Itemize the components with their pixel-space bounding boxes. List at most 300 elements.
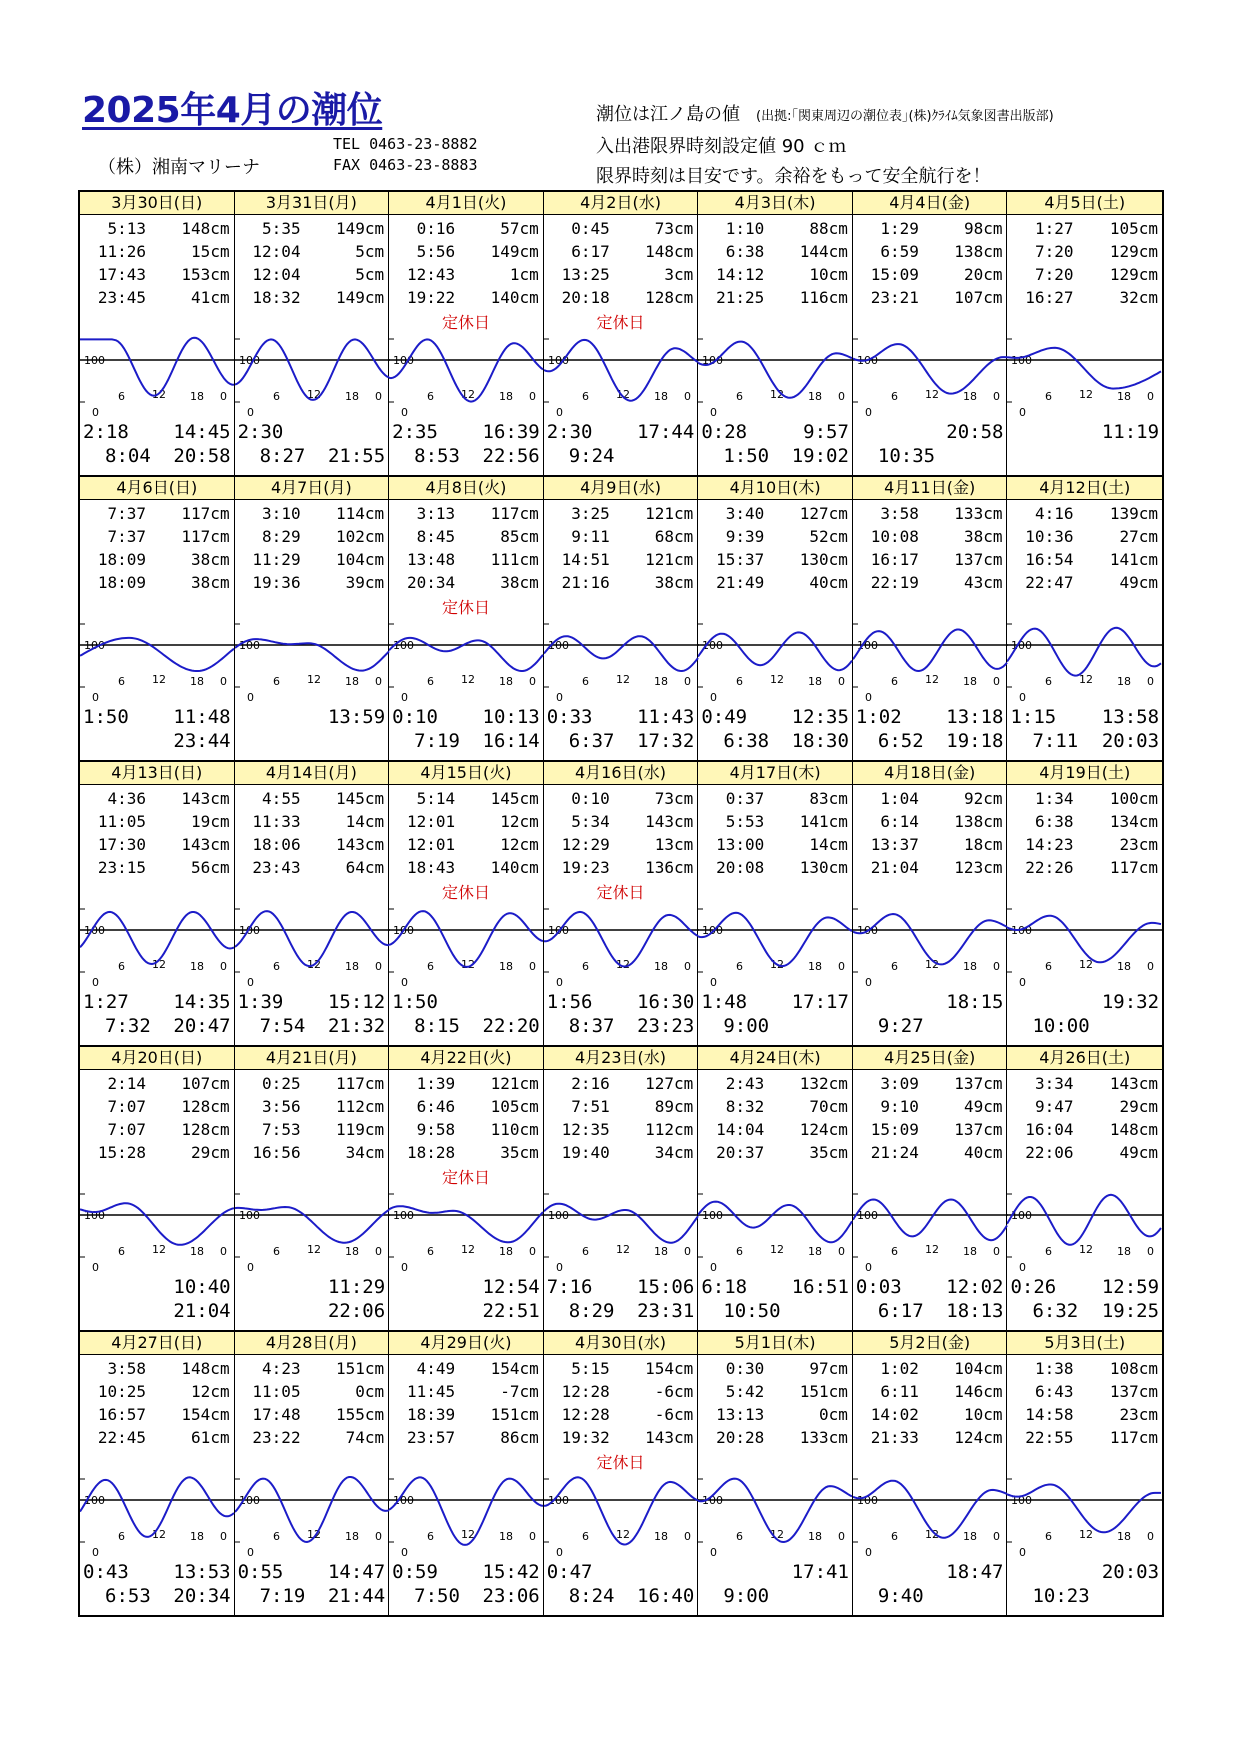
limit-time-row <box>856 705 1004 729</box>
axis-label-t6: 6 <box>736 960 744 973</box>
tide-entry <box>239 833 385 856</box>
tide-time: 5:34 <box>571 812 610 831</box>
limit-time-end: 21:55 <box>327 445 386 467</box>
limit-times <box>547 420 695 468</box>
tide-list <box>698 215 852 309</box>
axis-label-t18: 18 <box>1117 960 1132 973</box>
tide-curve-chart <box>80 307 235 417</box>
day-header: 4月5日(土) <box>1007 192 1162 215</box>
day-header: 4月11日(金) <box>853 477 1007 500</box>
tide-list <box>389 785 543 879</box>
limit-time-end: 20:58 <box>173 445 231 467</box>
axis-label-t18: 18 <box>344 1530 359 1543</box>
tide-entry <box>548 1380 694 1403</box>
tide-entry <box>239 1357 385 1380</box>
tide-time: 6:59 <box>880 242 919 261</box>
tide-time: 7:37 <box>107 504 146 523</box>
tide-time: 3:58 <box>107 1359 146 1378</box>
tide-entry <box>84 856 230 879</box>
limit-time-end: 14:45 <box>173 421 231 443</box>
tide-height: 139cm <box>1109 504 1159 523</box>
limit-time-start: 9:00 <box>723 1585 770 1607</box>
limit-times <box>392 420 540 468</box>
axis-label-t6: 6 <box>427 390 435 403</box>
tide-time: 5:42 <box>725 1382 765 1401</box>
limit-time-end: 16:14 <box>482 730 540 752</box>
axis-label-zero: 0 <box>864 1261 872 1272</box>
axis-label-t0: 0 <box>529 675 537 688</box>
tide-list <box>544 1070 698 1164</box>
limit-time-end: 20:03 <box>1101 1561 1160 1583</box>
limit-time-end: 16:40 <box>637 1585 695 1607</box>
tide-height: 29cm <box>1119 1097 1159 1116</box>
tide-curve-chart <box>698 307 853 417</box>
tide-height: 117cm <box>1109 1428 1159 1447</box>
tide-height: 145cm <box>490 789 539 808</box>
tide-time: 0:45 <box>571 219 610 238</box>
tide-list <box>853 500 1007 594</box>
limit-time-end: 13:58 <box>1101 706 1160 728</box>
tide-entry <box>702 856 848 879</box>
limit-times <box>238 1275 386 1323</box>
axis-label-zero: 0 <box>401 976 409 987</box>
tide-time: 7:51 <box>571 1097 610 1116</box>
axis-label-t18: 18 <box>1117 1245 1132 1258</box>
limit-time-row <box>83 1560 231 1584</box>
limit-time-row <box>392 444 540 468</box>
tide-entry <box>548 525 694 548</box>
tide-curve-chart <box>698 877 853 987</box>
tide-height: 107cm <box>181 1074 230 1093</box>
tide-time: 6:17 <box>571 242 610 261</box>
limit-time-end: 11:19 <box>1101 421 1160 443</box>
limit-time-row <box>392 1584 540 1608</box>
tide-entry <box>702 833 848 856</box>
tide-height: 129cm <box>1109 265 1159 284</box>
tide-curve <box>1007 348 1161 389</box>
tide-time: 12:28 <box>561 1405 610 1424</box>
axis-label-zero: 0 <box>92 1546 99 1557</box>
axis-label-t6: 6 <box>736 1530 744 1543</box>
limit-time-row <box>701 1275 849 1299</box>
tide-height: 40cm <box>963 1143 1003 1162</box>
tide-height: 14cm <box>809 835 848 854</box>
day-cell <box>389 477 544 760</box>
axis-label-t18: 18 <box>962 1245 977 1258</box>
tide-height: 61cm <box>191 1428 230 1447</box>
tide-entry <box>239 787 385 810</box>
tide-time: 6:43 <box>1034 1382 1074 1401</box>
tide-entry <box>239 571 385 594</box>
tide-entry <box>548 1426 694 1449</box>
axis-label-t0: 0 <box>838 675 846 688</box>
tide-time: 5:15 <box>571 1359 610 1378</box>
limit-time-row <box>856 1560 1004 1584</box>
tide-height: 64cm <box>345 858 385 877</box>
tide-entry <box>393 810 539 833</box>
axis-label-t12: 12 <box>152 388 166 401</box>
tide-entry <box>393 286 539 309</box>
tide-height: 137cm <box>954 1120 1003 1139</box>
axis-label-t0: 0 <box>992 960 1000 973</box>
week-row <box>78 1330 1164 1617</box>
tide-entry <box>857 1141 1003 1164</box>
tide-time: 2:16 <box>571 1074 610 1093</box>
tide-entry <box>84 571 230 594</box>
tide-entry <box>548 571 694 594</box>
tide-height: 112cm <box>645 1120 694 1139</box>
notes <box>596 100 1054 192</box>
week-row <box>78 190 1164 475</box>
axis-label-t6: 6 <box>1045 390 1053 403</box>
axis-label-t0: 0 <box>220 1245 227 1258</box>
tide-height: 23cm <box>1119 1405 1159 1424</box>
tide-list <box>80 500 234 594</box>
limit-time-row <box>1010 705 1159 729</box>
limit-time-start: 6:17 <box>877 1300 924 1322</box>
axis-label-zero: 0 <box>555 406 563 417</box>
limit-time-row <box>856 420 1004 444</box>
tide-entry <box>857 502 1003 525</box>
tide-entry <box>239 286 385 309</box>
tide-time: 13:37 <box>870 835 919 854</box>
tide-time: 12:35 <box>561 1120 610 1139</box>
axis-label-t12: 12 <box>306 673 321 686</box>
tide-time: 15:09 <box>870 1120 919 1139</box>
day-header: 5月1日(木) <box>698 1332 852 1355</box>
tide-time: 14:23 <box>1025 835 1074 854</box>
tide-height: 154cm <box>645 1359 694 1378</box>
closed-day-label: 定休日 <box>441 598 490 617</box>
tide-entry <box>393 856 539 879</box>
tide-entry <box>1011 1072 1158 1095</box>
axis-label-t12: 12 <box>306 1243 321 1256</box>
axis-label-t6: 6 <box>1045 675 1053 688</box>
limit-time-row <box>547 1275 695 1299</box>
day-cell <box>698 192 853 475</box>
tide-curve-chart <box>1007 1447 1162 1557</box>
limit-time-row <box>238 444 386 468</box>
tide-list <box>80 785 234 879</box>
axis-label-t0: 0 <box>1147 1530 1155 1543</box>
limit-times <box>238 990 386 1038</box>
limit-times <box>856 705 1004 753</box>
axis-label-t12: 12 <box>461 673 476 686</box>
axis-label-t12: 12 <box>1079 673 1094 686</box>
limit-time-row <box>701 990 849 1014</box>
week-row <box>78 1045 1164 1330</box>
tide-list <box>853 215 1007 309</box>
axis-label-t6: 6 <box>890 1530 898 1543</box>
day-header: 4月29日(火) <box>389 1332 543 1355</box>
tide-height: 123cm <box>954 858 1003 877</box>
axis-label-t18: 18 <box>344 390 359 403</box>
day-header: 4月19日(土) <box>1007 762 1162 785</box>
note-threshold: 入出港限界時刻設定値 90 ｃｍ <box>596 136 847 157</box>
axis-label-zero: 0 <box>1019 691 1027 702</box>
limit-time-end: 12:59 <box>1101 1276 1160 1298</box>
tide-time: 15:09 <box>870 265 919 284</box>
limit-times <box>1010 1275 1159 1323</box>
tide-time: 23:15 <box>97 858 146 877</box>
day-cell <box>1007 1332 1162 1615</box>
limit-time-start: 1:50 <box>83 706 129 728</box>
tide-entry <box>84 1072 230 1095</box>
tide-list <box>80 1070 234 1164</box>
tide-entry <box>548 548 694 571</box>
limit-times <box>701 990 849 1038</box>
day-cell <box>853 1332 1008 1615</box>
tide-entry <box>857 1380 1003 1403</box>
tide-list <box>389 1070 543 1164</box>
limit-time-row <box>1010 1584 1159 1608</box>
tide-entry <box>1011 833 1158 856</box>
axis-label-t18: 18 <box>190 390 204 403</box>
axis-label-t0: 0 <box>220 960 227 973</box>
limit-times <box>1010 420 1159 468</box>
axis-label-t12: 12 <box>152 1528 166 1541</box>
tide-time: 19:22 <box>406 288 456 307</box>
tide-entry <box>1011 856 1158 879</box>
axis-label-zero: 0 <box>864 1546 872 1557</box>
tide-height: 105cm <box>490 1097 539 1116</box>
limit-time-row <box>856 1584 1004 1608</box>
tide-entry <box>1011 286 1158 309</box>
axis-label-t0: 0 <box>683 1245 691 1258</box>
tide-curve-chart <box>389 1447 544 1557</box>
tide-height: 143cm <box>335 835 385 854</box>
tide-list <box>544 1355 698 1449</box>
tide-height: -7cm <box>500 1382 539 1401</box>
limit-time-row <box>83 1299 231 1323</box>
tide-entry <box>239 217 385 240</box>
tide-time: 5:13 <box>107 219 146 238</box>
tide-entry <box>548 217 694 240</box>
tide-height: 85cm <box>500 527 539 546</box>
tide-entry <box>857 571 1003 594</box>
tide-time: 7:07 <box>107 1120 146 1139</box>
tide-height: 143cm <box>181 835 230 854</box>
day-cell <box>235 762 390 1045</box>
day-cell <box>80 477 235 760</box>
limit-time-row <box>238 990 386 1014</box>
axis-label-t12: 12 <box>152 673 166 686</box>
axis-label-zero: 0 <box>246 976 254 987</box>
tide-height: 13cm <box>654 835 694 854</box>
day-header: 4月25日(金) <box>853 1047 1007 1070</box>
tide-height: 32cm <box>1119 288 1159 307</box>
tide-height: 143cm <box>1109 1074 1159 1093</box>
tide-time: 17:43 <box>97 265 146 284</box>
tide-height: 15cm <box>191 242 230 261</box>
day-cell <box>389 192 544 475</box>
tide-time: 22:06 <box>1025 1143 1074 1162</box>
axis-label-t0: 0 <box>374 1245 382 1258</box>
day-header: 4月1日(火) <box>389 192 543 215</box>
tide-time: 4:16 <box>1034 504 1074 523</box>
tide-entry <box>393 1118 539 1141</box>
tide-height: 20cm <box>963 265 1003 284</box>
tide-entry <box>239 1426 385 1449</box>
fax-number: FAX 0463-23-8883 <box>333 156 478 174</box>
limit-time-end: 17:32 <box>637 730 695 752</box>
tide-list <box>235 500 389 594</box>
axis-label-t6: 6 <box>427 1245 435 1258</box>
limit-time-start: 8:29 <box>568 1300 615 1322</box>
axis-label-level: 100 <box>702 639 724 652</box>
tide-time: 2:14 <box>107 1074 146 1093</box>
tide-entry <box>548 833 694 856</box>
axis-label-t0: 0 <box>992 1530 1000 1543</box>
day-header: 4月4日(金) <box>853 192 1007 215</box>
tide-time: 0:16 <box>416 219 456 238</box>
tide-entry <box>702 1141 848 1164</box>
axis-label-t6: 6 <box>272 675 280 688</box>
tide-height: 74cm <box>345 1428 385 1447</box>
axis-label-t0: 0 <box>838 1245 846 1258</box>
tide-entry <box>393 217 539 240</box>
tide-entry <box>548 810 694 833</box>
tide-entry <box>857 1118 1003 1141</box>
axis-label-t18: 18 <box>1117 675 1132 688</box>
tide-time: 19:36 <box>252 573 301 592</box>
tide-time: 13:00 <box>716 835 765 854</box>
limit-time-start: 1:48 <box>701 991 748 1013</box>
tide-height: 0cm <box>355 1382 385 1401</box>
tide-time: 4:49 <box>416 1359 456 1378</box>
axis-label-level: 100 <box>84 1494 105 1507</box>
limit-time-start: 0:28 <box>701 421 748 443</box>
limit-time-start: 6:37 <box>568 730 615 752</box>
tide-list <box>853 1070 1007 1164</box>
limit-time-start: 1:39 <box>237 991 284 1013</box>
tide-time: 11:33 <box>252 812 301 831</box>
axis-label-t0: 0 <box>992 1245 1000 1258</box>
limit-times <box>856 1275 1004 1323</box>
limit-time-row <box>238 1299 386 1323</box>
tide-entry <box>702 1118 848 1141</box>
tide-height: 116cm <box>799 288 848 307</box>
axis-label-t12: 12 <box>615 958 630 971</box>
tide-curve <box>1007 1485 1161 1533</box>
axis-label-t6: 6 <box>118 675 125 688</box>
tide-time: 22:26 <box>1025 858 1074 877</box>
day-header: 3月31日(月) <box>235 192 389 215</box>
tide-time: 3:58 <box>880 504 919 523</box>
tide-time: 21:49 <box>716 573 765 592</box>
tide-height: 141cm <box>799 812 848 831</box>
tide-time: 23:22 <box>252 1428 301 1447</box>
tide-height: 29cm <box>191 1143 230 1162</box>
axis-label-t18: 18 <box>808 675 823 688</box>
tide-time: 8:45 <box>416 527 456 546</box>
tide-entry <box>84 810 230 833</box>
limit-time-row <box>392 1560 540 1584</box>
axis-label-zero: 0 <box>555 1546 563 1557</box>
tide-height: 18cm <box>963 835 1003 854</box>
limit-time-end: 20:03 <box>1101 730 1160 752</box>
limit-time-row <box>238 1014 386 1038</box>
tide-height: 88cm <box>809 219 848 238</box>
day-header: 4月7日(月) <box>235 477 389 500</box>
tide-entry <box>548 1118 694 1141</box>
tide-entry <box>548 1141 694 1164</box>
limit-times <box>83 1275 231 1323</box>
tide-time: 13:48 <box>406 550 456 569</box>
tide-height: 100cm <box>1109 789 1159 808</box>
limit-times <box>392 705 540 753</box>
tide-curve-chart <box>1007 307 1162 417</box>
limit-time-start: 8:15 <box>414 1015 460 1037</box>
tide-time: 0:30 <box>725 1359 765 1378</box>
limit-time-row <box>856 1299 1004 1323</box>
tide-entry <box>857 525 1003 548</box>
tide-height: 5cm <box>355 265 385 284</box>
limit-time-start: 10:50 <box>723 1300 781 1322</box>
axis-label-t12: 12 <box>615 388 630 401</box>
limit-times <box>83 705 231 753</box>
tide-time: 23:21 <box>870 288 919 307</box>
axis-label-zero: 0 <box>555 1261 563 1272</box>
tide-height: 14cm <box>345 812 385 831</box>
limit-time-end: 23:31 <box>637 1300 695 1322</box>
tel-number: TEL 0463-23-8882 <box>333 135 478 153</box>
axis-label-zero: 0 <box>92 406 99 417</box>
tide-entry <box>857 1426 1003 1449</box>
limit-time-start: 8:37 <box>568 1015 615 1037</box>
axis-label-t0: 0 <box>1147 1245 1155 1258</box>
tide-time: 4:23 <box>262 1359 301 1378</box>
tide-height: 41cm <box>191 288 230 307</box>
tide-list <box>80 1355 234 1449</box>
tide-height: 121cm <box>645 550 694 569</box>
limit-time-row <box>83 444 231 468</box>
axis-label-t18: 18 <box>653 1530 668 1543</box>
limit-time-start: 2:30 <box>237 421 284 443</box>
axis-label-zero: 0 <box>1019 1546 1027 1557</box>
limit-time-end: 16:51 <box>791 1276 849 1298</box>
tide-time: 0:37 <box>725 789 765 808</box>
limit-time-end: 22:06 <box>327 1300 386 1322</box>
tide-time: 21:04 <box>870 858 919 877</box>
tide-height: 3cm <box>664 265 694 284</box>
axis-label-zero: 0 <box>710 691 718 702</box>
limit-time-start: 1:27 <box>83 991 129 1013</box>
tide-entry <box>1011 1141 1158 1164</box>
tide-time: 16:56 <box>252 1143 301 1162</box>
tide-entry <box>1011 525 1158 548</box>
tide-height: 10cm <box>809 265 848 284</box>
axis-label-t18: 18 <box>344 675 359 688</box>
tide-time: 5:14 <box>416 789 456 808</box>
limit-time-end: 13:18 <box>946 706 1004 728</box>
axis-label-t0: 0 <box>220 675 227 688</box>
tide-time: 20:28 <box>716 1428 765 1447</box>
tide-curve-chart <box>235 307 390 417</box>
tide-list <box>1007 215 1162 309</box>
day-header: 4月16日(水) <box>544 762 698 785</box>
limit-times <box>547 990 695 1038</box>
limit-time-row <box>238 1584 386 1608</box>
limit-time-start: 0:49 <box>701 706 748 728</box>
axis-label-level: 100 <box>1011 639 1033 652</box>
axis-label-t12: 12 <box>152 1243 166 1256</box>
limit-time-row <box>547 420 695 444</box>
tide-entry <box>239 240 385 263</box>
tide-height: 128cm <box>181 1097 230 1116</box>
day-header: 5月2日(金) <box>853 1332 1007 1355</box>
tide-time: 10:36 <box>1025 527 1074 546</box>
